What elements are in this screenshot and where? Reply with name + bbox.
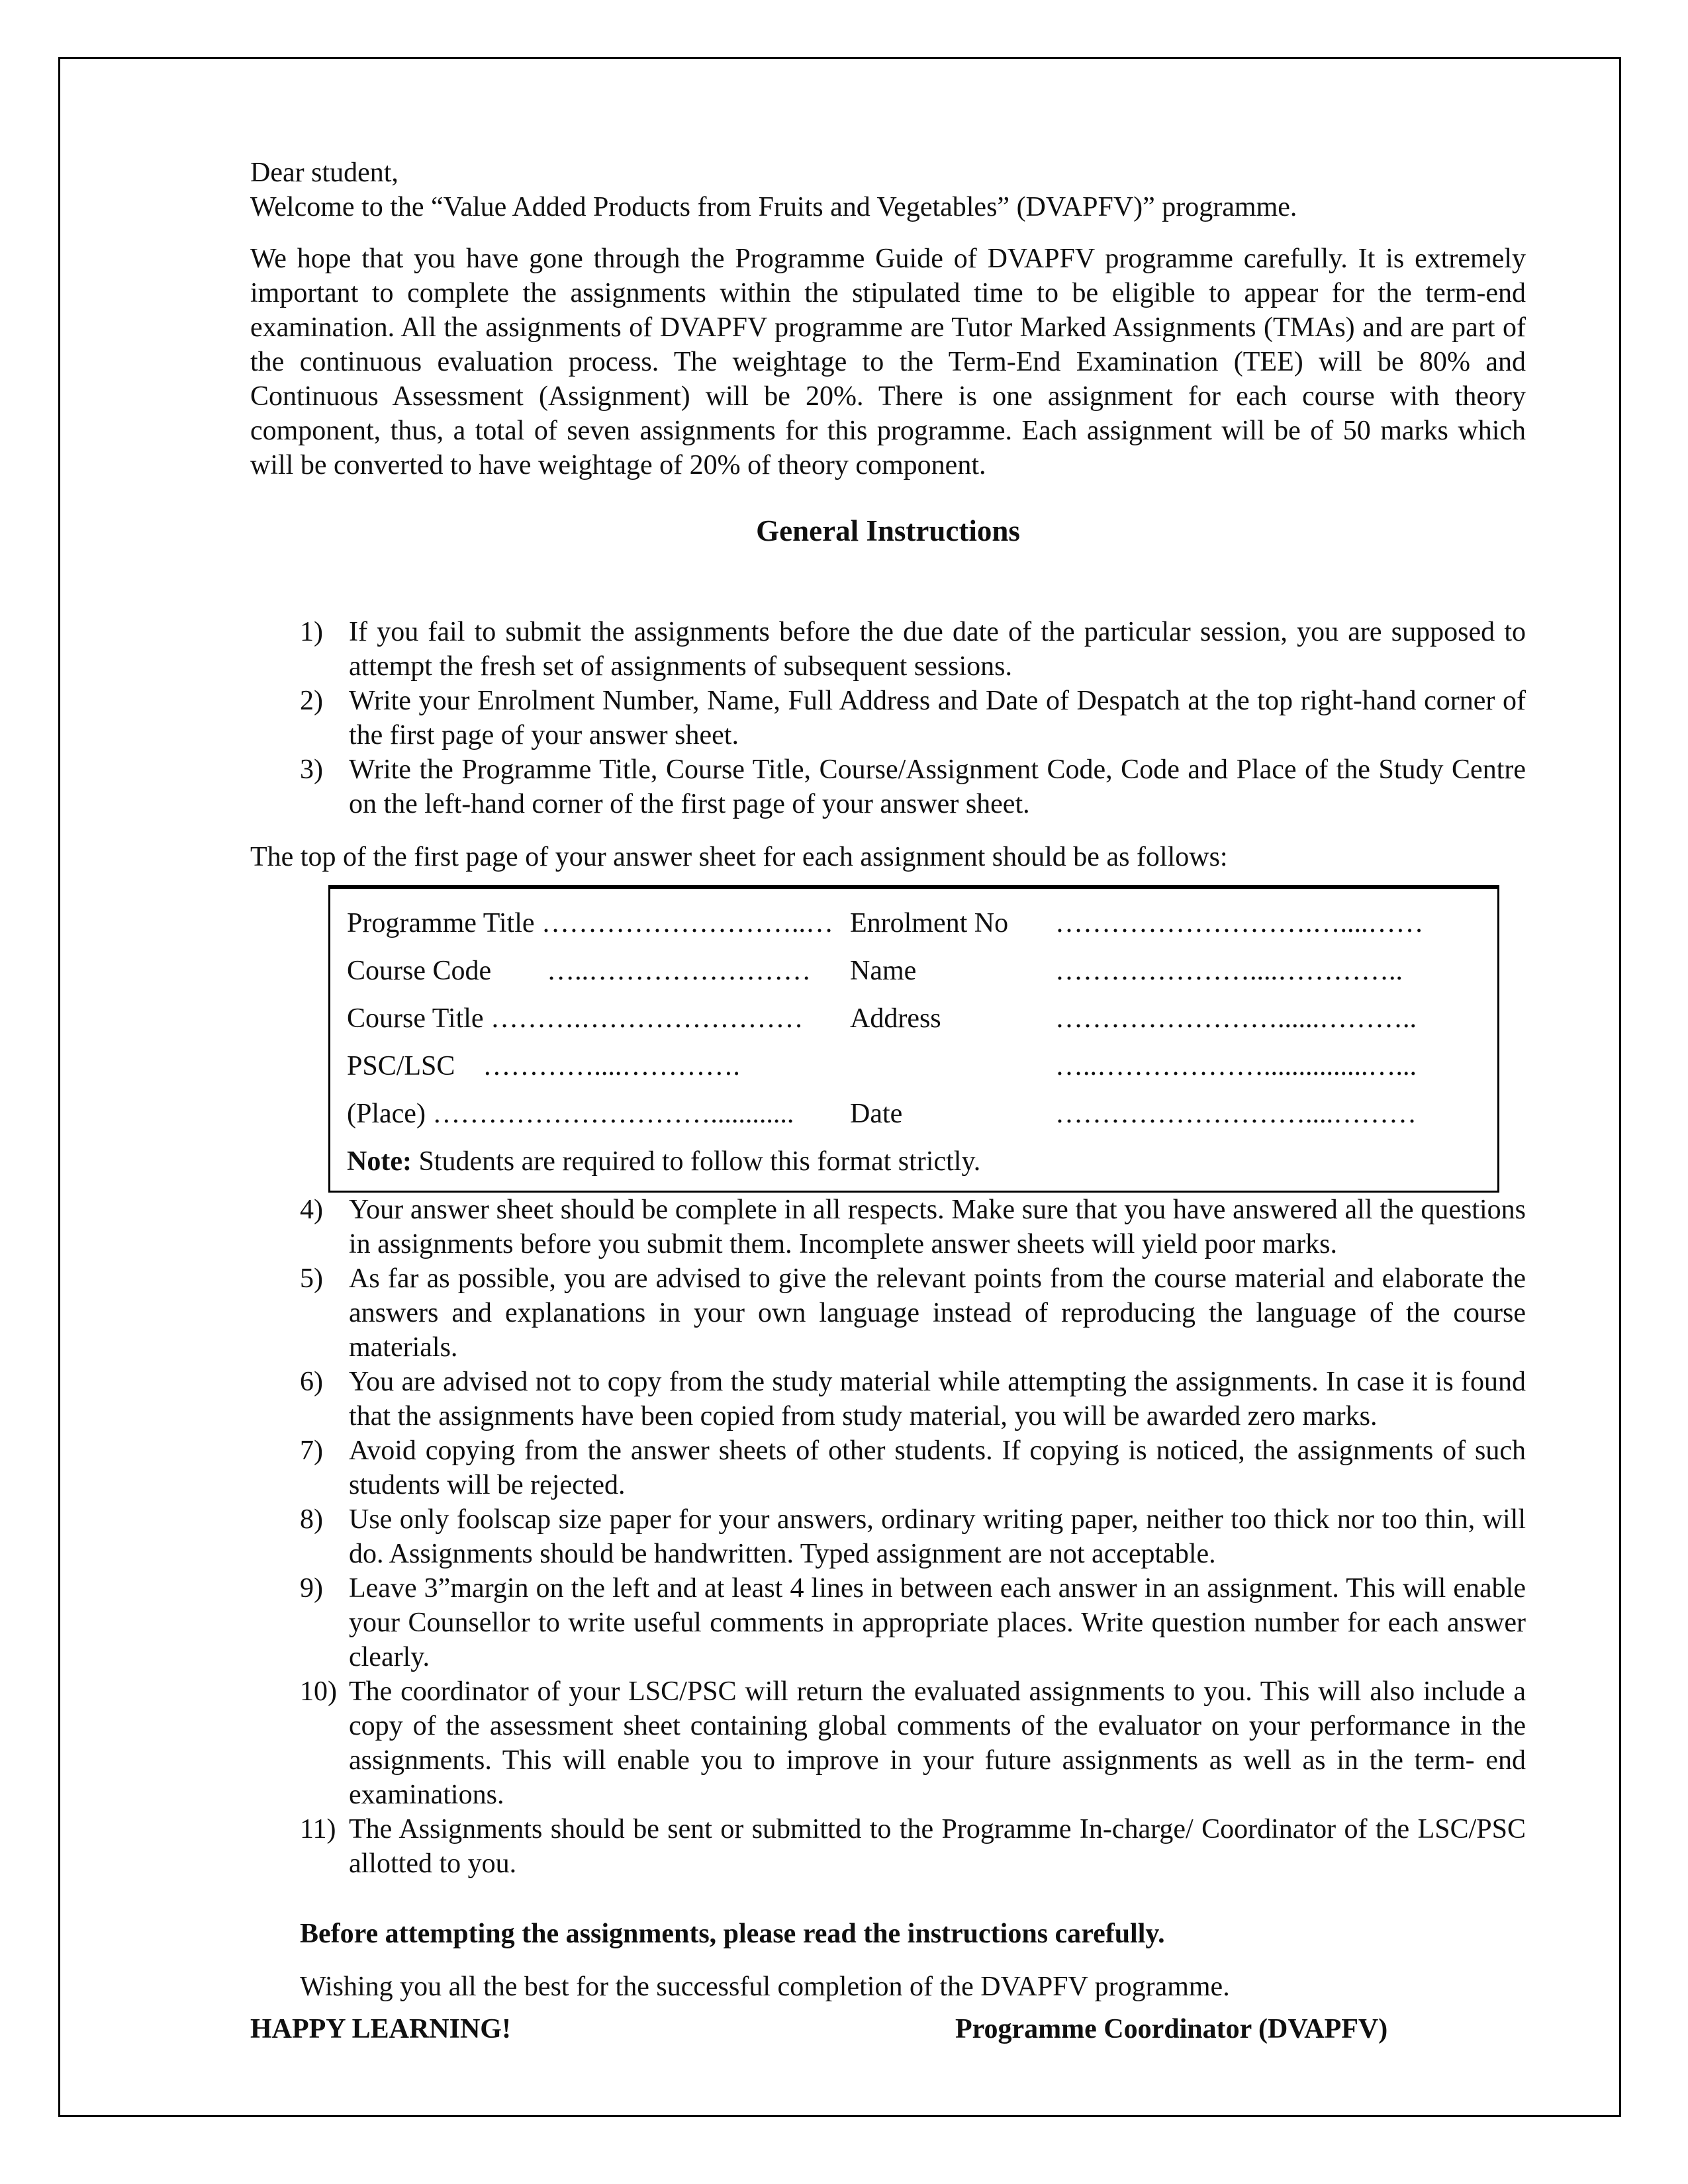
format-label-mid: [850, 1049, 1055, 1083]
item-text: Your answer sheet should be complete in all respects. Make sure that you have answered all the questions in assignments before you submit them. Incomplete answer sheets will yield poor marks.: [349, 1195, 1526, 1259]
signature-row: [250, 2012, 1526, 2049]
format-row-course-title: [347, 1001, 1479, 1036]
item-text: Write the Programme Title, Course Title, Course/Assignment Code, Code and Place of the Study Centre on the left-hand corner of the first page of your answer sheet.: [349, 754, 1526, 819]
instruction-item-3: [300, 752, 1526, 821]
item-text: Leave 3”margin on the left and at least 4 lines in between each answer in an assignment. This will enable your Counsellor to write useful comments in appropriate places. Write question number for each answer clearly.: [349, 1573, 1526, 1672]
instruction-item-1: [300, 615, 1526, 684]
item-text: Write your Enrolment Number, Name, Full Address and Date of Despatch at the top right-hand corner of the first page of your answer sheet.: [349, 686, 1526, 751]
item-number: 10): [300, 1676, 337, 1707]
closing-bold-line: Before attempting the assignments, please read the instructions carefully.: [300, 1919, 1165, 1949]
item-text: The Assignments should be sent or submitted to the Programme In-charge/ Coordinator of the LSC/PSC allotted to you.: [349, 1814, 1526, 1879]
item-text: Use only foolscap size paper for your answers, ordinary writing paper, neither too thick nor too thin, will do. Assignments should be handwritten. Typed assignment are not acceptable.: [349, 1504, 1526, 1569]
welcome-line: Welcome to the “Value Added Products from Fruits and Vegetables” (DVAPFV)” programme.: [250, 192, 1297, 222]
item-number: 6): [300, 1367, 323, 1397]
signature-left: HAPPY LEARNING!: [250, 2014, 511, 2044]
item-number: 2): [300, 686, 323, 716]
answer-sheet-format-box: [328, 885, 1499, 1193]
item-number: 5): [300, 1263, 323, 1294]
instruction-item-11: [300, 1812, 1526, 1881]
instruction-item-10: [300, 1674, 1526, 1812]
note-text: Students are required to follow this format strictly.: [411, 1146, 981, 1177]
format-label-mid: Address: [850, 1003, 941, 1034]
format-dots-right: ……………………….…....……: [1055, 908, 1424, 938]
item-text: You are advised not to copy from the study material while attempting the assignments. In case it is found that the assignments have been copied from study material, you will be awarded zero marks.: [349, 1367, 1526, 1432]
item-number: 11): [300, 1814, 336, 1844]
format-label-left: Course Title ……….……………………: [347, 1003, 804, 1034]
greeting-block: [250, 156, 1526, 224]
signature-right: Programme Coordinator (DVAPFV): [955, 2014, 1388, 2044]
closing-wish-line: Wishing you all the best for the successful completion of the DVAPFV programme.: [300, 1972, 1230, 2002]
format-dots-right: ………………………....………: [1055, 1099, 1417, 1129]
format-row-psc-lsc: [347, 1049, 1479, 1083]
instruction-item-2: [300, 684, 1526, 752]
instruction-item-5: [300, 1261, 1526, 1365]
format-row-programme-title: [347, 906, 1479, 940]
format-label-left: Course Code …..……………………: [347, 956, 812, 986]
item-number: 7): [300, 1435, 323, 1466]
format-note: [347, 1144, 1479, 1179]
answer-sheet-intro: The top of the first page of your answer sheet for each assignment should be as follows:: [250, 842, 1228, 872]
instruction-item-7: [300, 1433, 1526, 1502]
instruction-item-4: [300, 1193, 1526, 1261]
intro-paragraph: We hope that you have gone through the Programme Guide of DVAPFV programme carefully. It is extremely important to complete the assignments within the stipulated time to be eligible to appear for the term-end examination. All the assignments of DVAPFV programme are Tutor Marked Assignments (TMAs) and are part of the continuous evaluation process. The weightage to the Term-End Examination (TEE) will be 80% and Continuous Assessment (Assignment) will be 20%. There is one assignment for each course with theory component, thus, a total of seven assignments for this programme. Each assignment will be of 50 marks which will be converted to have weightage of 20% of theory component.: [250, 244, 1526, 480]
format-label-left: PSC/LSC …………....………….: [347, 1051, 740, 1081]
item-text: If you fail to submit the assignments before the due date of the particular session, you are supposed to attempt the fresh set of assignments of subsequent sessions.: [349, 617, 1526, 682]
format-label-mid: Name: [850, 956, 917, 986]
item-number: 1): [300, 617, 323, 647]
format-label-mid: Date: [850, 1099, 903, 1129]
item-text: As far as possible, you are advised to give the relevant points from the course material and elaborate the answers and explanations in your own language instead of reproducing the language of the course materials.: [349, 1263, 1526, 1363]
item-number: 9): [300, 1573, 323, 1604]
format-row-course-code: [347, 954, 1479, 988]
greeting-line: Dear student,: [250, 158, 399, 188]
item-text: The coordinator of your LSC/PSC will return the evaluated assignments to you. This will also include a copy of the assessment sheet containing global comments of the evaluator on your performance in the assignments. This will enable you to improve in your future assignments as well as in the term- end examinations.: [349, 1676, 1526, 1810]
instruction-item-9: [300, 1571, 1526, 1674]
instructions-list-bottom: [250, 1193, 1526, 1881]
format-label-left: Programme Title ………………………..…: [347, 908, 834, 938]
format-label-left: (Place) …………………………............: [347, 1099, 794, 1129]
item-number: 3): [300, 754, 323, 785]
page-content: [60, 59, 1619, 2115]
format-dots-right: ……………………......………..: [1055, 1003, 1417, 1034]
instruction-item-6: [300, 1365, 1526, 1433]
format-label-mid: Enrolment No: [850, 908, 1009, 938]
instructions-list-top: [250, 615, 1526, 821]
format-row-place-date: [347, 1097, 1479, 1131]
section-heading: General Instructions: [756, 514, 1020, 547]
format-dots-right: …..………………...............…...: [1055, 1051, 1417, 1081]
note-label: Note:: [347, 1146, 412, 1177]
item-text: Avoid copying from the answer sheets of other students. If copying is noticed, the assignments of such students will be rejected.: [349, 1435, 1526, 1500]
item-number: 4): [300, 1195, 323, 1225]
item-number: 8): [300, 1504, 323, 1535]
format-dots-right: …………………....…………..: [1055, 956, 1403, 986]
instruction-item-8: [300, 1502, 1526, 1571]
